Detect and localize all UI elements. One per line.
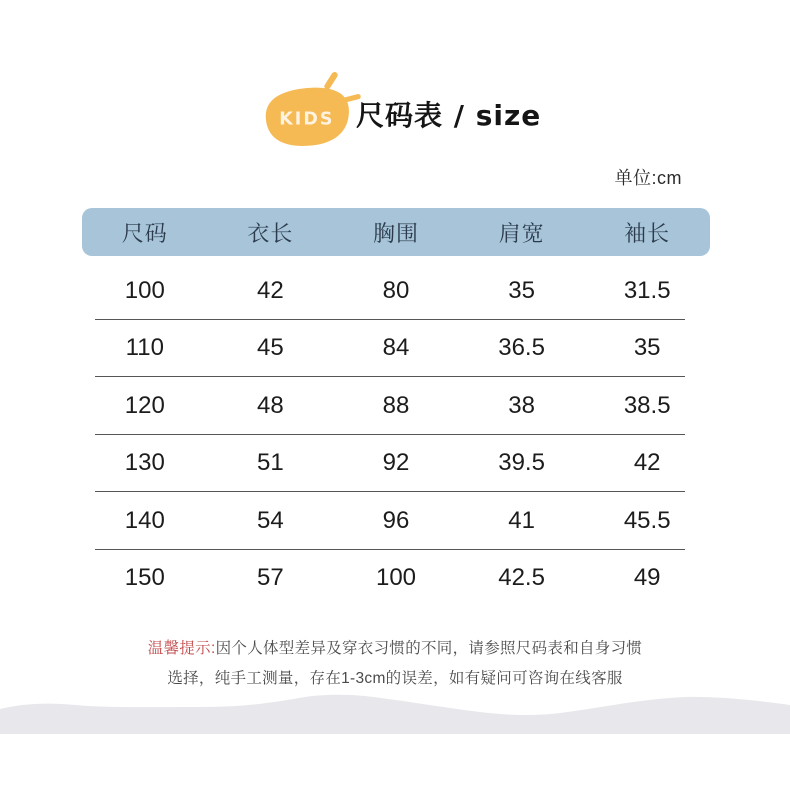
table-row (82, 435, 710, 493)
column-header-shoulder: 肩宽 (498, 220, 545, 246)
cell-length: 51 (257, 449, 284, 477)
cell-length: 45 (257, 334, 284, 362)
kids-logo-icon (262, 72, 362, 150)
cell-sleeve: 38.5 (623, 391, 671, 419)
table-row (82, 550, 710, 608)
page-title: 尺码表 / size (356, 99, 542, 132)
cell-chest: 80 (382, 276, 410, 304)
cell-shoulder: 42.5 (498, 564, 545, 592)
cell-size: 140 (124, 506, 165, 534)
cell-chest: 92 (382, 449, 410, 477)
unit-label: 单位:cm (614, 168, 682, 188)
table-body (82, 262, 710, 607)
cell-length: 42 (257, 276, 284, 304)
cell-chest: 96 (382, 506, 410, 534)
column-header-length: 衣长 (247, 220, 294, 246)
notice-text (0, 634, 790, 694)
column-header-sleeve: 袖长 (624, 220, 671, 246)
cell-sleeve: 31.5 (623, 276, 671, 304)
notice-line-1-rest: 因个人体型差异及穿衣习惯的不同，请参照尺码表和自身习惯 (215, 640, 643, 657)
table-row (82, 262, 710, 320)
cell-sleeve: 45.5 (623, 506, 671, 534)
cell-shoulder: 38 (508, 391, 535, 419)
cell-chest: 84 (382, 334, 410, 362)
cell-size: 100 (124, 276, 165, 304)
column-header-size: 尺码 (121, 220, 168, 246)
cell-chest: 88 (382, 391, 410, 419)
cell-size: 120 (124, 391, 165, 419)
cell-length: 48 (257, 391, 284, 419)
wave-shape (0, 695, 790, 734)
wave-decoration (0, 692, 790, 734)
cell-sleeve: 42 (633, 449, 661, 477)
notice-prefix: 温馨提示: (147, 640, 216, 657)
table-row (82, 377, 710, 435)
cell-shoulder: 35 (508, 276, 535, 304)
column-header-chest: 胸围 (372, 220, 419, 246)
cell-size: 110 (125, 334, 164, 362)
logo-text: KIDS (279, 109, 335, 130)
sparkle-dash-icon (327, 75, 334, 86)
cell-sleeve: 35 (633, 334, 661, 362)
cell-size: 130 (124, 449, 165, 477)
table-row (82, 320, 710, 378)
cell-length: 57 (257, 564, 284, 592)
table-header-row (82, 208, 710, 256)
cell-shoulder: 36.5 (498, 334, 545, 362)
kids-logo (262, 72, 362, 150)
cell-chest: 100 (375, 564, 417, 592)
cell-sleeve: 49 (633, 564, 661, 592)
table-row (82, 492, 710, 550)
notice-line-1 (0, 634, 790, 664)
size-table (82, 208, 710, 607)
cell-shoulder: 41 (508, 506, 535, 534)
cell-shoulder: 39.5 (498, 449, 545, 477)
notice-line-2: 选择，纯手工测量，存在1-3cm的误差，如有疑问可咨询在线客服 (167, 670, 623, 687)
cell-size: 150 (124, 564, 165, 592)
cell-length: 54 (257, 506, 284, 534)
